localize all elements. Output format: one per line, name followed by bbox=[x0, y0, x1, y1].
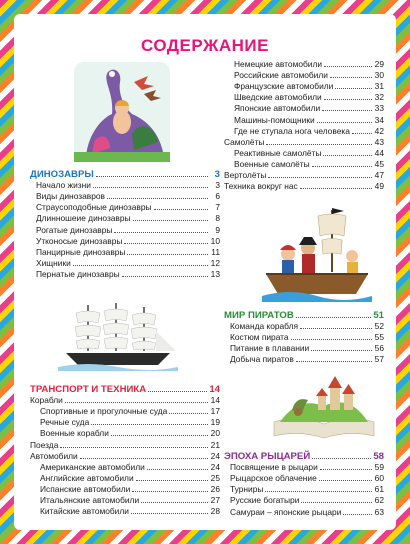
toc-entry-page: 14 bbox=[210, 395, 220, 406]
toc-entry-page: 24 bbox=[210, 461, 220, 472]
transport-continued-section bbox=[224, 59, 384, 192]
dot-leader bbox=[124, 243, 208, 244]
dot-leader bbox=[268, 177, 372, 178]
toc-entry-title: Команда корабля bbox=[230, 321, 299, 332]
dot-leader bbox=[91, 424, 208, 425]
toc-entry-title: Корабли bbox=[30, 395, 63, 406]
toc-entry[interactable] bbox=[30, 473, 220, 484]
toc-entry[interactable] bbox=[30, 180, 220, 191]
toc-entry-title: Военные самолёты bbox=[234, 158, 310, 169]
toc-entry[interactable] bbox=[30, 417, 220, 428]
toc-entry-page: 55 bbox=[374, 332, 384, 343]
toc-entry-page: 17 bbox=[210, 406, 220, 417]
toc-entry-page: 57 bbox=[374, 354, 384, 365]
dot-leader bbox=[136, 480, 208, 481]
toc-entry-page: 3 bbox=[215, 180, 220, 191]
dot-leader bbox=[73, 265, 208, 266]
toc-entry-page: 42 bbox=[374, 125, 384, 136]
toc-entry-title: Американские автомобили bbox=[40, 461, 145, 472]
toc-entry-page: 28 bbox=[210, 506, 220, 517]
toc-entry-title: Питание в плавании bbox=[230, 343, 310, 354]
toc-entry-title: Добыча пиратов bbox=[230, 354, 294, 365]
toc-entry[interactable] bbox=[224, 126, 384, 137]
toc-entry[interactable] bbox=[224, 92, 384, 103]
toc-entry-page: 24 bbox=[210, 450, 220, 461]
toc-entry-page: 45 bbox=[374, 158, 384, 169]
toc-entry-title: Страусоподобные динозавры bbox=[36, 202, 152, 213]
toc-entry[interactable] bbox=[224, 70, 384, 81]
dot-leader bbox=[147, 469, 208, 470]
toc-entry-title: Французские автомобили bbox=[234, 81, 334, 92]
toc-entry[interactable] bbox=[30, 213, 220, 224]
toc-entry-page: 56 bbox=[374, 343, 384, 354]
dot-leader bbox=[131, 513, 208, 514]
toc-entry[interactable] bbox=[224, 159, 384, 170]
toc-entry-page: 29 bbox=[374, 59, 384, 70]
toc-entry-page: 9 bbox=[215, 224, 220, 235]
dot-leader bbox=[60, 447, 208, 448]
toc-entry-title: Утконосые динозавры bbox=[36, 235, 123, 246]
toc-entry-page: 44 bbox=[374, 147, 384, 158]
toc-entry[interactable] bbox=[30, 484, 220, 495]
toc-entry-title: Пернатые динозавры bbox=[36, 268, 120, 279]
toc-entry-title: Машины-помощники bbox=[234, 114, 315, 125]
pirate-ship-illustration bbox=[262, 202, 372, 302]
toc-entry-title: Хищники bbox=[36, 257, 71, 268]
toc-entry-title: Самураи – японские рыцари bbox=[230, 506, 342, 517]
toc-entry-title: Испанские автомобили bbox=[40, 483, 131, 494]
toc-entry-page: 30 bbox=[374, 70, 384, 81]
toc-heading-knights[interactable]: ЭПОХА РЫЦАРЕЙ 58 bbox=[224, 451, 384, 463]
toc-entry[interactable] bbox=[30, 224, 220, 235]
toc-entry[interactable] bbox=[30, 258, 220, 269]
toc-entry[interactable] bbox=[224, 506, 384, 517]
toc-entry-title: Панцирные динозавры bbox=[36, 246, 126, 257]
pirates-section bbox=[224, 310, 384, 365]
toc-entry-title: Российские автомобили bbox=[234, 70, 328, 81]
toc-entry[interactable] bbox=[224, 495, 384, 506]
toc-entry-title: Русские богатыри bbox=[230, 495, 300, 506]
sailing-ship-illustration bbox=[58, 301, 178, 371]
dot-leader bbox=[296, 361, 372, 362]
dot-leader bbox=[300, 188, 372, 189]
toc-entry-page: 6 bbox=[215, 191, 220, 202]
dot-leader bbox=[324, 66, 372, 67]
toc-entry[interactable] bbox=[224, 473, 384, 484]
dot-leader bbox=[132, 491, 208, 492]
toc-entry[interactable] bbox=[224, 354, 384, 365]
dot-leader bbox=[319, 480, 372, 481]
toc-entry-title: Автомобили bbox=[30, 450, 78, 461]
toc-entry-page: 26 bbox=[210, 483, 220, 494]
dinosaur-illustration bbox=[74, 62, 170, 162]
castle-book-illustration bbox=[268, 366, 380, 440]
dot-leader bbox=[335, 88, 372, 89]
dot-leader bbox=[133, 220, 208, 221]
toc-entry[interactable] bbox=[30, 202, 220, 213]
dot-leader bbox=[114, 232, 208, 233]
dot-leader bbox=[324, 99, 372, 100]
dot-leader bbox=[301, 502, 372, 503]
toc-entry-title: Реактивные самолёты bbox=[234, 147, 322, 158]
toc-entry-title: Китайские автомобили bbox=[40, 506, 129, 517]
toc-entry[interactable] bbox=[30, 247, 220, 258]
toc-entry[interactable] bbox=[224, 148, 384, 159]
toc-entry-title: Вертолёты bbox=[224, 170, 267, 181]
toc-entry[interactable] bbox=[30, 236, 220, 247]
page-title: СОДЕРЖАНИЕ bbox=[141, 36, 269, 55]
toc-entry[interactable] bbox=[224, 137, 384, 148]
toc-entry[interactable] bbox=[224, 81, 384, 92]
toc-heading-transport[interactable]: ТРАНСПОРТ И ТЕХНИКА 14 bbox=[30, 384, 220, 396]
toc-entry-page: 34 bbox=[374, 114, 384, 125]
toc-entry-page: 43 bbox=[374, 136, 384, 147]
toc-entry-page: 47 bbox=[374, 170, 384, 181]
toc-entry[interactable] bbox=[30, 191, 220, 202]
toc-entry-title: Турниры bbox=[230, 484, 264, 495]
toc-entry[interactable] bbox=[30, 395, 220, 406]
toc-entry-title: Рыцарское облачение bbox=[230, 473, 317, 484]
toc-entry[interactable] bbox=[30, 269, 220, 280]
toc-entry[interactable] bbox=[224, 484, 384, 495]
toc-entry-page: 63 bbox=[374, 506, 384, 517]
toc-entry-page: 21 bbox=[210, 439, 220, 450]
dot-leader bbox=[169, 413, 208, 414]
toc-entry-page: 60 bbox=[374, 473, 384, 484]
toc-entry-page: 12 bbox=[210, 257, 220, 268]
dot-leader bbox=[265, 491, 372, 492]
toc-entry[interactable] bbox=[224, 332, 384, 343]
toc-entry[interactable] bbox=[224, 114, 384, 125]
toc-entry-title: Японские автомобили bbox=[234, 103, 321, 114]
toc-entry-title: Виды динозавров bbox=[36, 191, 105, 202]
toc-entry-title: Английские автомобили bbox=[40, 472, 134, 483]
dinosaurs-section bbox=[30, 169, 220, 280]
toc-heading-pirates[interactable]: МИР ПИРАТОВ 51 bbox=[224, 310, 384, 322]
toc-entry-title: Шведские автомобили bbox=[234, 92, 322, 103]
toc-entry-page: 7 bbox=[215, 202, 220, 213]
toc-entry[interactable] bbox=[30, 462, 220, 473]
toc-entry-title: Длинношеие динозавры bbox=[36, 213, 131, 224]
dot-leader bbox=[141, 502, 208, 503]
toc-entry-page: 10 bbox=[210, 235, 220, 246]
toc-entry-title: Военные корабли bbox=[40, 428, 109, 439]
dot-leader bbox=[154, 209, 209, 210]
toc-entry-title: Немецкие автомобили bbox=[234, 59, 323, 70]
toc-entry[interactable] bbox=[30, 451, 220, 462]
dot-leader bbox=[127, 254, 208, 255]
dot-leader bbox=[317, 122, 372, 123]
toc-entry-page: 61 bbox=[374, 484, 384, 495]
toc-entry-title: Техника вокруг нас bbox=[224, 181, 298, 192]
toc-entry-page: 32 bbox=[374, 92, 384, 103]
toc-entry-title: Поезда bbox=[30, 439, 59, 450]
toc-entry[interactable] bbox=[224, 343, 384, 354]
toc-entry-page: 13 bbox=[210, 268, 220, 279]
toc-entry-title: Рогатые динозавры bbox=[36, 224, 113, 235]
toc-entry-page: 59 bbox=[374, 462, 384, 473]
toc-entry-title: Костюм пирата bbox=[230, 332, 289, 343]
toc-entry-page: 27 bbox=[210, 495, 220, 506]
dot-leader bbox=[300, 328, 372, 329]
toc-entry[interactable] bbox=[224, 462, 384, 473]
dot-leader bbox=[93, 187, 208, 188]
dot-leader bbox=[312, 166, 372, 167]
toc-entry-page: 49 bbox=[374, 181, 384, 192]
dot-leader bbox=[291, 339, 372, 340]
toc-entry[interactable] bbox=[224, 59, 384, 70]
dot-leader bbox=[322, 110, 372, 111]
toc-entry-page: 25 bbox=[210, 472, 220, 483]
dot-leader bbox=[330, 77, 372, 78]
toc-entry[interactable] bbox=[30, 506, 220, 517]
toc-entry[interactable] bbox=[30, 495, 220, 506]
toc-entry[interactable] bbox=[224, 181, 384, 192]
dot-leader bbox=[352, 133, 372, 134]
toc-entry-page: 20 bbox=[210, 428, 220, 439]
dot-leader bbox=[65, 402, 208, 403]
dot-leader bbox=[343, 514, 372, 515]
toc-entry-title: Спортивные и прогулочные суда bbox=[40, 406, 168, 417]
toc-entry-title: Посвящение в рыцари bbox=[230, 462, 318, 473]
dot-leader bbox=[311, 350, 372, 351]
toc-entry-page: 62 bbox=[374, 495, 384, 506]
toc-entry-page: 8 bbox=[215, 213, 220, 224]
dot-leader bbox=[107, 198, 208, 199]
toc-entry[interactable] bbox=[30, 428, 220, 439]
dot-leader bbox=[80, 458, 208, 459]
toc-entry-page: 52 bbox=[374, 321, 384, 332]
toc-entry[interactable] bbox=[30, 406, 220, 417]
dot-leader bbox=[320, 469, 372, 470]
toc-entry-title: Самолёты bbox=[224, 136, 265, 147]
toc-heading-dinosaurs[interactable]: ДИНОЗАВРЫ 3 bbox=[30, 169, 220, 181]
toc-page bbox=[14, 14, 396, 530]
toc-entry-page: 11 bbox=[211, 246, 220, 257]
dot-leader bbox=[122, 276, 208, 277]
toc-entry-title: Речные суда bbox=[40, 417, 90, 428]
toc-entry-title: Где не ступала нога человека bbox=[234, 125, 350, 136]
dot-leader bbox=[266, 144, 372, 145]
toc-entry-title: Начало жизни bbox=[36, 180, 91, 191]
toc-entry-page: 19 bbox=[210, 417, 220, 428]
dot-leader bbox=[111, 435, 208, 436]
toc-entry[interactable] bbox=[224, 170, 384, 181]
dot-leader bbox=[323, 155, 372, 156]
knights-section bbox=[224, 451, 384, 518]
toc-entry-page: 33 bbox=[374, 103, 384, 114]
toc-entry-page: 31 bbox=[374, 81, 384, 92]
toc-entry-title: Итальянские автомобили bbox=[40, 495, 140, 506]
toc-entry[interactable] bbox=[30, 439, 220, 450]
transport-section bbox=[30, 384, 220, 517]
toc-entry[interactable] bbox=[224, 321, 384, 332]
toc-entry[interactable] bbox=[224, 103, 384, 114]
